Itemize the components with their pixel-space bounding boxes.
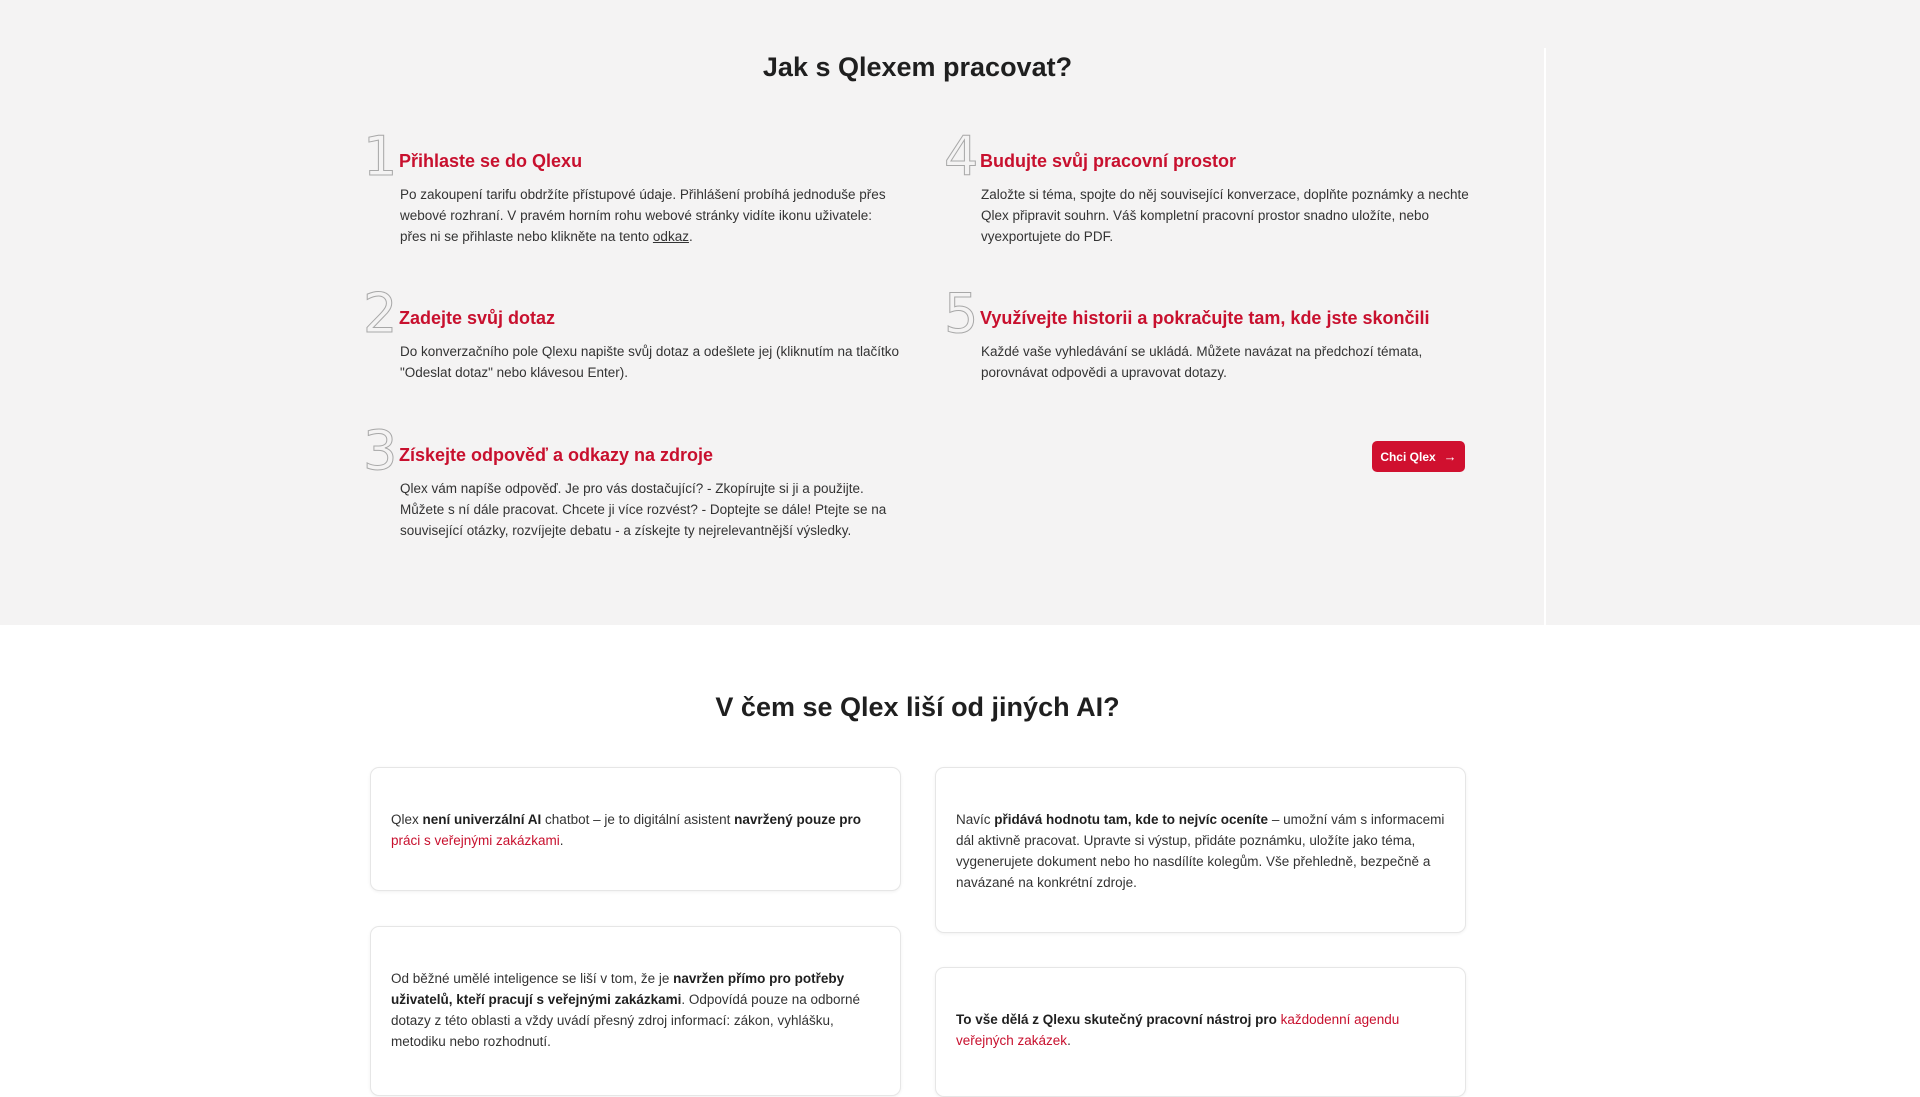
step-title: Využívejte historii a pokračujte tam, kde jste skončili — [980, 308, 1430, 328]
feature-card-1 — [370, 767, 901, 891]
section-divider — [1544, 48, 1546, 625]
card-text: Qlex není univerzální AI chatbot – je to digitální asistent navržený pouze pro práci s veřejnými zakázkami. — [391, 812, 861, 848]
step-text: Po zakoupení tarifu obdržíte přístupové údaje. Přihlášení probíhá jednoduše přes webové rozhraní. V pravém horním rohu webové stránky vidíte ikonu uživatele: přes ni se přihlaste nebo klikněte na tento odkaz. — [400, 187, 886, 244]
step-title: Přihlaste se do Qlexu — [399, 151, 583, 171]
login-link[interactable]: odkaz — [652, 229, 689, 244]
feature-card-2 — [935, 767, 1466, 933]
chci-qlex-button[interactable] — [1372, 441, 1465, 472]
step-title: Zadejte svůj dotaz — [399, 308, 556, 328]
arrow-right-icon: → — [1443, 449, 1457, 464]
step-number: 4 — [944, 125, 979, 188]
step-number: 1 — [363, 125, 398, 188]
step-title: Získejte odpověď a odkazy na zdroje — [399, 445, 714, 465]
step-text: Qlex vám napíše odpověď. Je pro vás dostačující? - Zkopírujte si ji a použijte. Můžete s ní dále pracovat. Chcete ji více rozvést? - Doptejte se dále! Ptejte se na související otázky, rozvíjejte debatu - a získejte ty nejrelevantnější výsledky. — [400, 481, 887, 538]
step-title: Budujte svůj pracovní prostor — [980, 151, 1237, 171]
feature-card-3 — [370, 926, 901, 1096]
feature-card-4 — [935, 967, 1466, 1097]
step-text: Každé vaše vyhledávání se ukládá. Můžete navázat na předchozí témata, porovnávat odpovědi a upravovat dotazy. — [981, 344, 1423, 380]
cta-label: Chci Qlex — [1380, 449, 1436, 464]
step-number: 2 — [363, 282, 398, 345]
card-text: Od běžné umělé inteligence se liší v tom, že je navržen přímo pro potřeby uživatelů, kteří pracují s veřejnými zakázkami. Odpovídá pouze na odborné dotazy z této oblasti a vždy uvádí přesný zdroj informací: zákon, vyhlášku, metodiku nebo rozhodnutí. — [391, 971, 861, 1049]
step-number: 5 — [944, 282, 979, 345]
step-text: Založte si téma, spojte do něj související konverzace, doplňte poznámky a nechte Qlex připravit souhrn. Váš kompletní pracovní prostor snadno uložíte, nebo vyexportujete do PDF. — [981, 187, 1469, 244]
step-text: Do konverzačního pole Qlexu napište svůj dotaz a odešlete jej (kliknutím na tlačítko "Odeslat dotaz" nebo klávesou Enter). — [400, 344, 900, 380]
step-number: 3 — [363, 419, 398, 482]
how-to-title: Jak s Qlexem pracovat? — [762, 52, 1073, 82]
card-text: To vše dělá z Qlexu skutečný pracovní nástroj pro každodenní agendu veřejných zakázek. — [956, 1012, 1400, 1048]
differences-title: V čem se Qlex liší od jiných AI? — [715, 692, 1120, 722]
card-text: Navíc přidává hodnotu tam, kde to nejvíc oceníte – umožní vám s informacemi dál aktivně pracovat. Upravte si výstup, přidáte poznámku, uložíte jako téma, vygenerujete dokument nebo ho nasdílíte kolegům. Vše přehledně, bezpečně a navázané na konkrétní zdroje. — [956, 812, 1445, 890]
